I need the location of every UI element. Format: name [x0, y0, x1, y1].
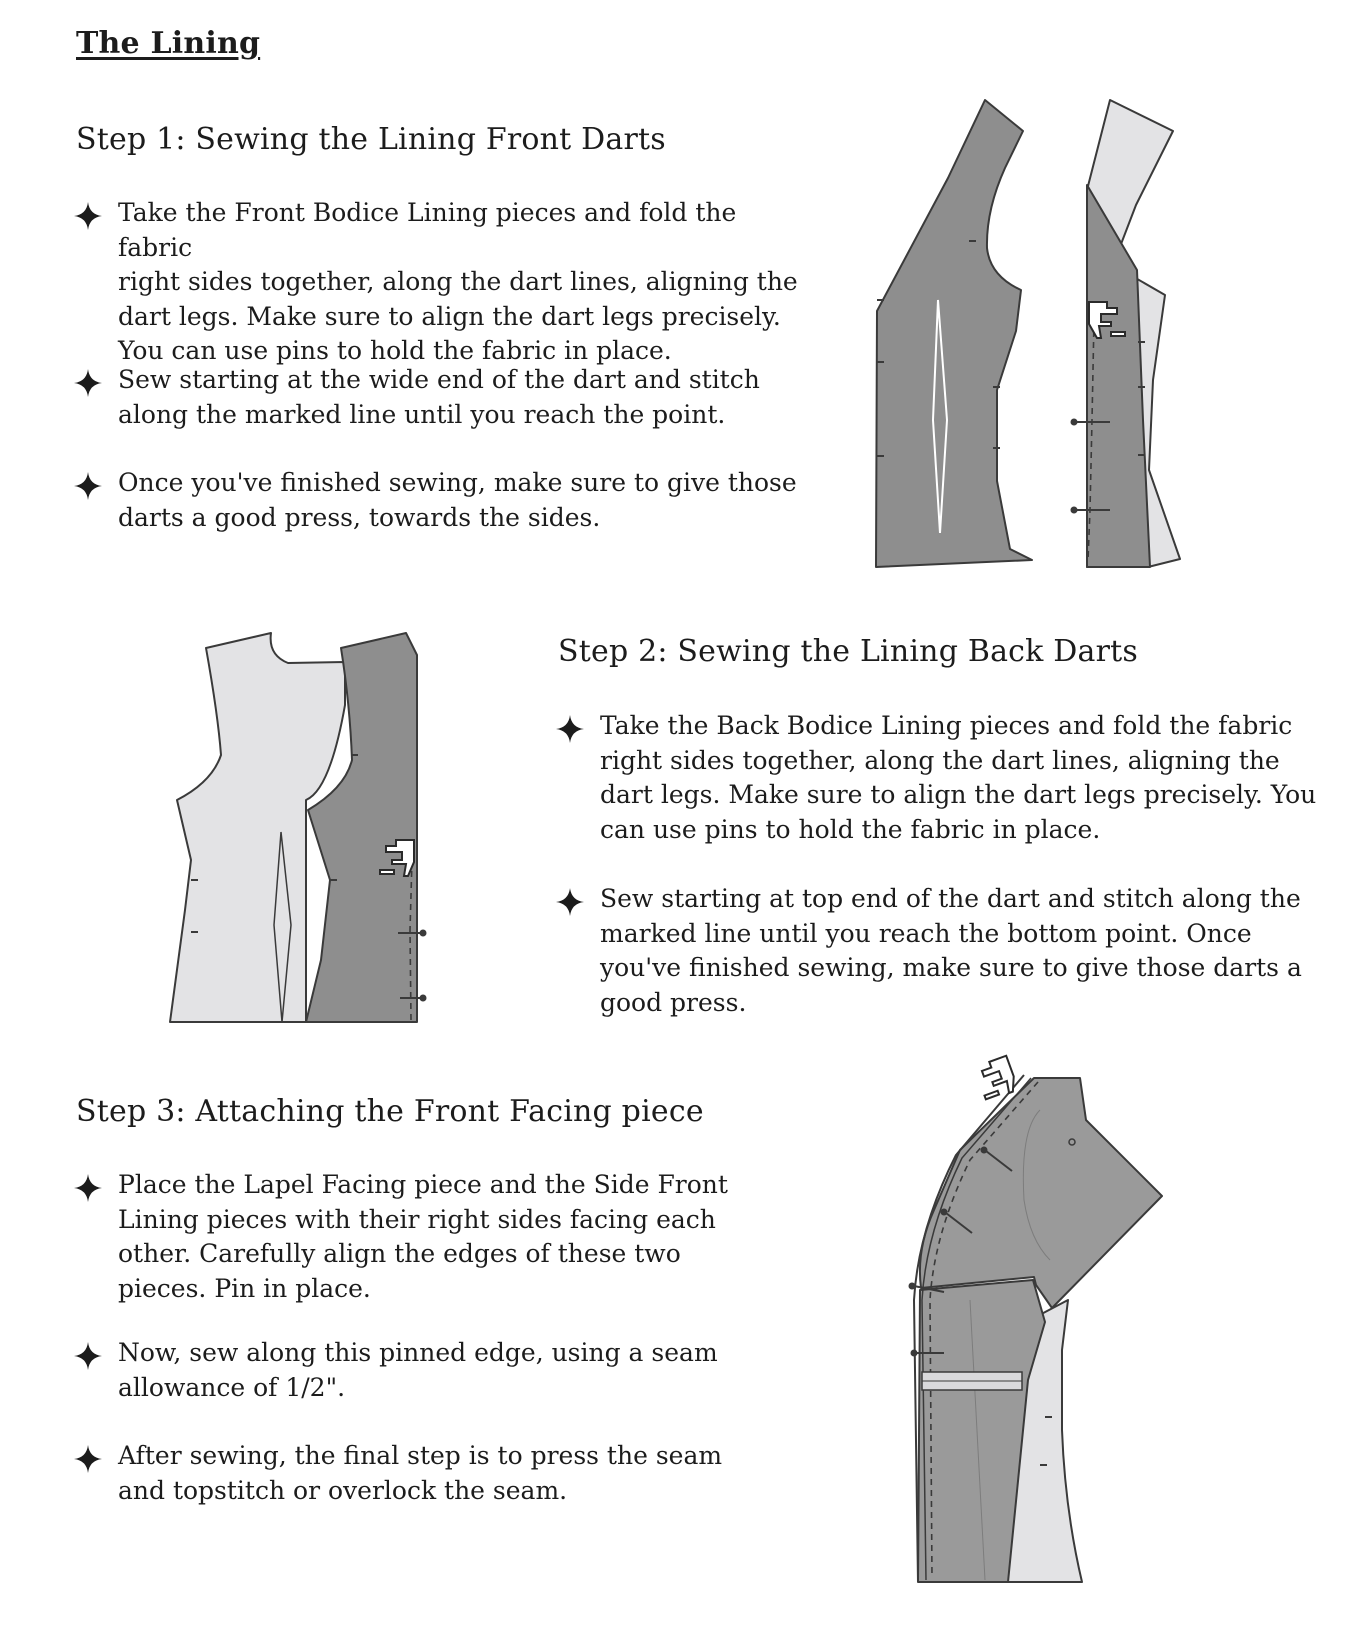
step-1-heading: Step 1: Sewing the Lining Front Darts — [76, 122, 666, 157]
step-3-heading: Step 3: Attaching the Front Facing piece — [76, 1094, 704, 1129]
step-3-bullet-1: Place the Lapel Facing piece and the Side Front Lining pieces with their right sides facing each other. Carefully align the edges of these two pieces. Pin in place. — [118, 1170, 728, 1303]
step-1-bullet-3: Once you've finished sewing, make sure to give those darts a good press, towards the sides. — [118, 468, 797, 532]
lapel-facing-piece — [920, 1078, 1162, 1308]
presser-foot-icon — [974, 1056, 1018, 1101]
step-3-bullet-2: Now, sew along this pinned edge, using a seam allowance of 1/2". — [118, 1338, 718, 1402]
step-3-bullet-3: After sewing, the final step is to press the seam and topstitch or overlock the seam. — [118, 1441, 723, 1505]
step-2-heading: Step 2: Sewing the Lining Back Darts — [558, 634, 1139, 669]
step-2-bullet-2: Sew starting at top end of the dart and stitch along the marked line until you reach the bottom point. Once you've finished sewing, make sure to give those darts a good press. — [600, 884, 1302, 1017]
step-2-bullet-1: Take the Back Bodice Lining pieces and fold the fabric right sides together, along the dart lines, aligning the dart legs. Make sure to align the dart legs precisely. You can use pins to hold the fabric in place. — [600, 711, 1317, 844]
step-1-bullet-1: Take the Front Bodice Lining pieces and fold the fabric right sides together, along the dart lines, aligning the dart legs. Make sure to align the dart legs precisely. You can use pins to hold the fabric in place. — [118, 198, 798, 365]
page-title: The Lining — [76, 26, 261, 61]
step-1-bullet-2: Sew starting at the wide end of the dart and stitch along the marked line until you reach the point. — [118, 365, 760, 429]
